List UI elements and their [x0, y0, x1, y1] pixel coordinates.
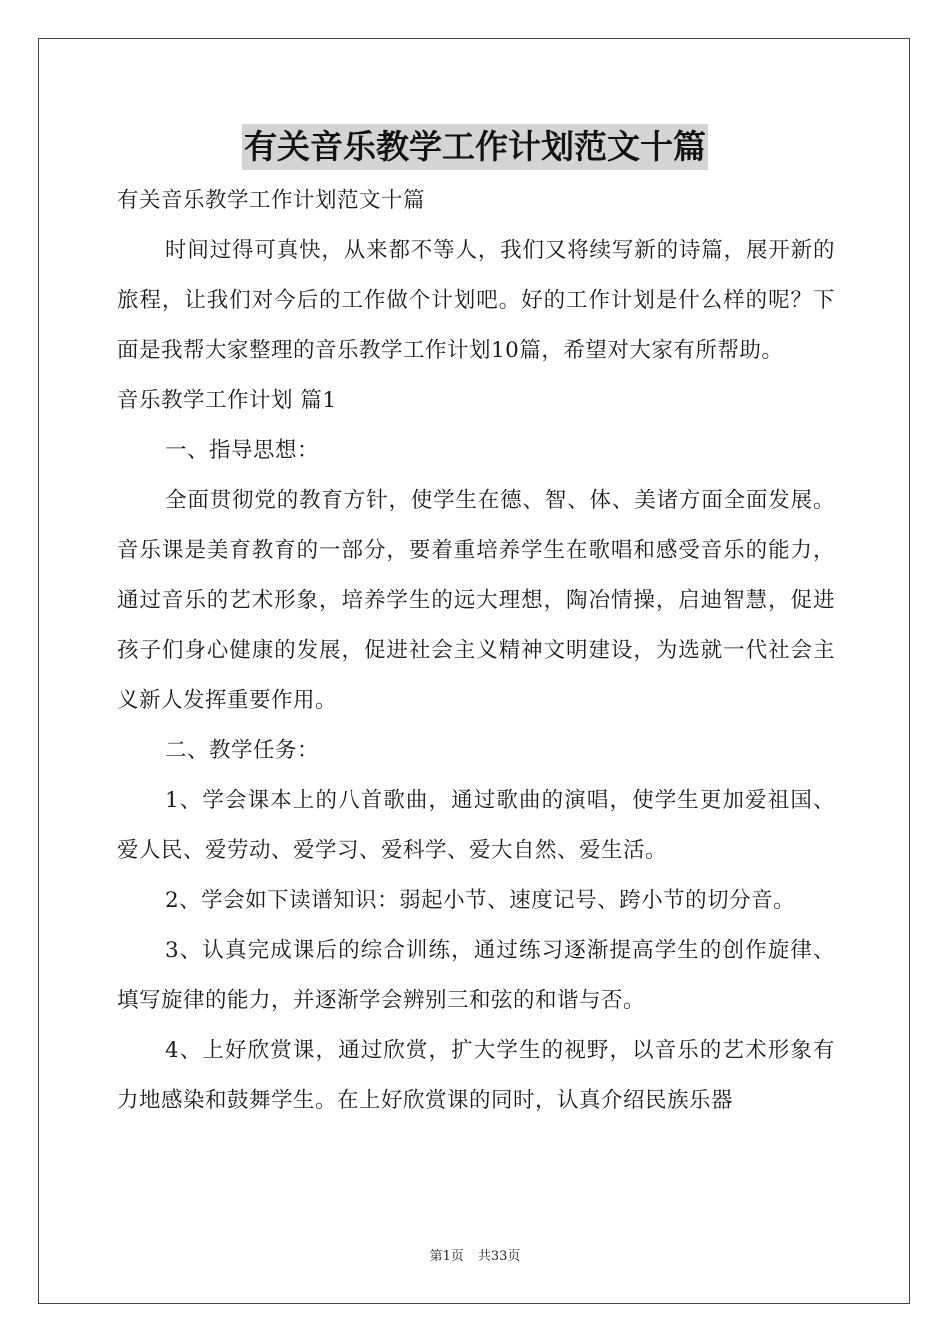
guiding-thought-heading: 一、指导思想：: [165, 438, 320, 463]
guiding-thought-paragraph: 全面贯彻党的教育方针，使学生在德、智、体、美诸方面全面发展。音乐课是美育教育的一部分，要着重培养学生在歌唱和感受音乐的能力，通过音乐的艺术形象，培养学生的远大理想，陶冶情操，启迪智慧，促进孩子们身心健康的发展，促进社会主义精神文明建设，为选就一代社会主义新人发挥重要作用。: [117, 488, 835, 713]
teaching-tasks-heading: 二、教学任务：: [165, 738, 320, 763]
page-number: 第1页: [429, 1249, 464, 1264]
intro-paragraph: 时间过得可真快，从来都不等人，我们又将续写新的诗篇，展开新的旅程，让我们对今后的工作做个计划吧。好的工作计划是什么样的呢？下面是我帮大家整理的音乐教学工作计划10篇，希望对大家有所帮助。: [117, 238, 835, 363]
page-total: 共33页: [477, 1249, 521, 1264]
subtitle-line: 有关音乐教学工作计划范文十篇: [117, 188, 426, 213]
task-item-2: 2、学会如下读谱知识：弱起小节、速度记号、跨小节的切分音。: [165, 888, 796, 913]
document-title-heading: [0, 124, 950, 170]
section-heading: 音乐教学工作计划 篇1: [117, 388, 337, 413]
task-item-3: 3、认真完成课后的综合训练，通过练习逐渐提高学生的创作旋律、填写旋律的能力，并逐渐学会辨别三和弦的和谐与否。: [117, 938, 835, 1013]
document-body: [117, 176, 835, 1126]
document-title: 有关音乐教学工作计划范文十篇: [242, 124, 708, 170]
task-item-1: 1、学会课本上的八首歌曲，通过歌曲的演唱，使学生更加爱祖国、爱人民、爱劳动、爱学习、爱科学、爱大自然、爱生活。: [117, 788, 835, 863]
task-item-4: 4、上好欣赏课，通过欣赏，扩大学生的视野，以音乐的艺术形象有力地感染和鼓舞学生。在上好欣赏课的同时，认真介绍民族乐器: [117, 1038, 835, 1113]
page-footer: [0, 1245, 950, 1264]
